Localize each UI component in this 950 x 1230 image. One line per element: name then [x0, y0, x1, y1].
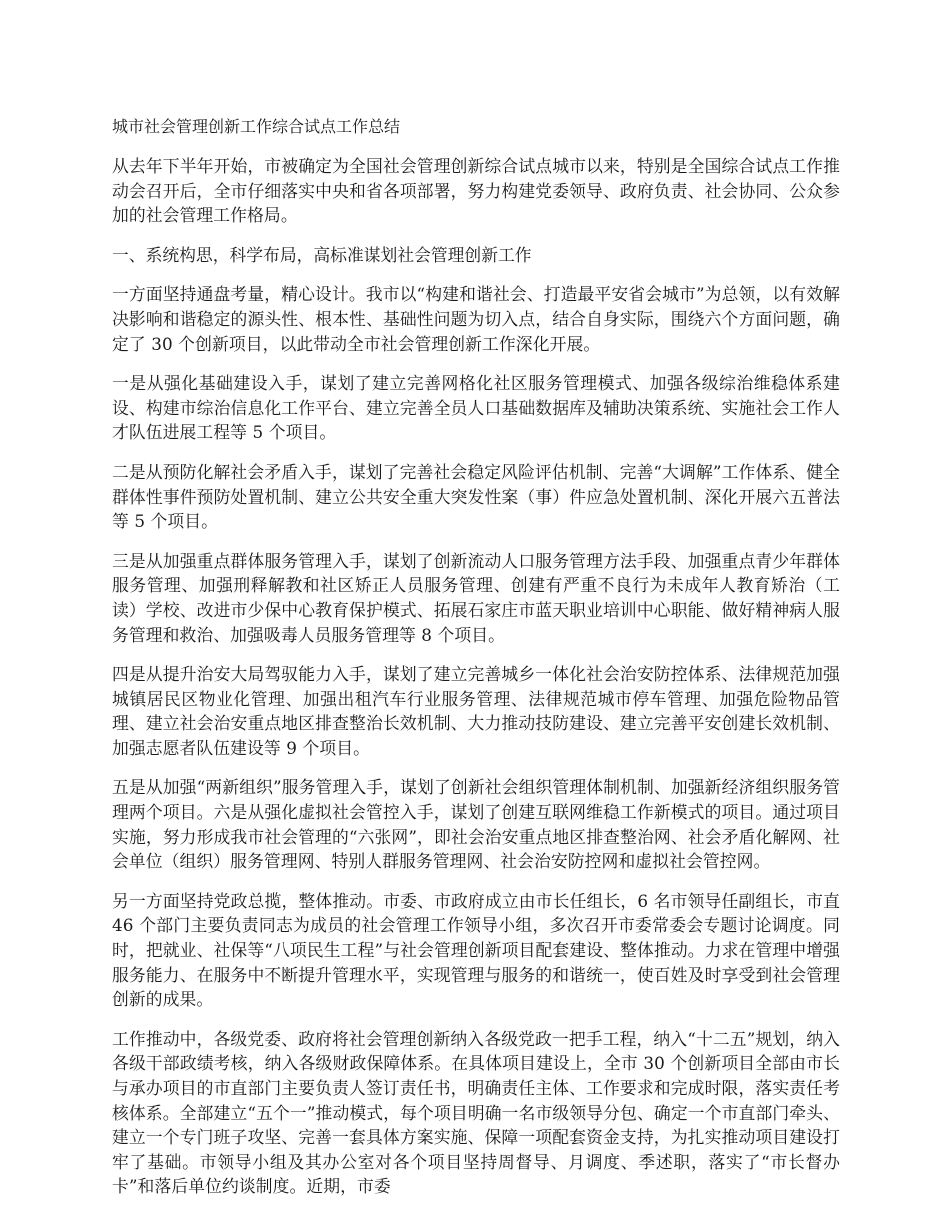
paragraph-intro: 从去年下半年开始，市被确定为全国社会管理创新综合试点城市以来，特别是全国综合试点工作推动会召开后，全市仔细落实中央和省各项部署，努力构建党委领导、政府负责、社会协同、公众参加的社会管理工作格局。 — [112, 156, 840, 226]
paragraph-item-5-6: 五是从加强“两新组织”服务管理入手，谋划了创新社会组织管理体制机制、加强新经济组织服务管理两个项目。六是从强化虚拟社会管控入手，谋划了创建互联网维稳工作新模式的项目。通过项目实施，努力形成我市社会管理的“六张网”，即社会治安重点地区排查整治网、社会矛盾化解网、社会单位（组织）服务管理网、特别人群服务管理网、社会治安防控网和虚拟社会管控网。 — [112, 777, 840, 872]
document-page — [112, 116, 840, 1214]
paragraph-leadership: 另一方面坚持党政总揽，整体推动。市委、市政府成立由市长任组长，6 名市领导任副组长，市直 46 个部门主要负责同志为成员的社会管理工作领导小组，多次召开市委常委会专题讨论调度。同时，把就业、社保等“八项民生工程”与社会管理创新项目配套建设、整体推动。力求在管理中增强服务能力、在服务中不断提升管理水平，实现管理与服务的和谐统一，使百姓及时享受到社会管理创新的成果。 — [112, 890, 840, 1010]
paragraph-design: 一方面坚持通盘考量，精心设计。我市以“构建和谐社会、打造最平安省会城市”为总领，以有效解决影响和谐稳定的源头性、根本性、基础性问题为切入点，结合自身实际，围绕六个方面问题，确定了 30 个创新项目，以此带动全市社会管理创新工作深化开展。 — [112, 284, 840, 354]
document-title: 城市社会管理创新工作综合试点工作总结 — [112, 117, 401, 136]
paragraph-promotion: 工作推动中，各级党委、政府将社会管理创新纳入各级党政一把手工程，纳入“十二五”规划，纳入各级干部政绩考核，纳入各级财政保障体系。在具体项目建设上，全市 30 个创新项目全部由市长与承办项目的市直部门主要负责人签订责任书，明确责任主体、工作要求和完成时限，落实责任考核体系。全部建立“五个一”推动模式，每个项目明确一名市级领导分包、确定一个市直部门牵头、建立一个专门班子攻坚、完善一套具体方案实施、保障一项配套资金支持，为扎实推动项目建设打牢了基础。市领导小组及其办公室对各个项目坚持周督导、月调度、季述职，落实了“市长督办卡”和落后单位约谈制度。近期，市委 — [112, 1028, 840, 1197]
paragraph-item-1: 一是从强化基础建设入手，谋划了建立完善网格化社区服务管理模式、加强各级综治维稳体系建设、构建市综治信息化工作平台、建立完善全员人口基础数据库及辅助决策系统、实施社会工作人才队伍进展工程等 5 个项目。 — [112, 373, 840, 443]
section-heading-1: 一、系统构思，科学布局，高标准谋划社会管理创新工作 — [112, 244, 532, 265]
paragraph-item-2: 二是从预防化解社会矛盾入手，谋划了完善社会稳定风险评估机制、完善“大调解”工作体系、健全群体性事件预防处置机制、建立公共安全重大突发性案（事）件应急处置机制、深化开展六五普法等 5 个项目。 — [112, 461, 840, 532]
paragraph-item-3: 三是从加强重点群体服务管理入手，谋划了创新流动人口服务管理方法手段、加强重点青少年群体服务管理、加强刑释解教和社区矫正人员服务管理、创建有严重不良行为未成年人教育矫治（工读）学校、改进市少保中心教育保护模式、拓展石家庄市蓝天职业培训中心职能、做好精神病人服务管理和救治、加强吸毒人员服务管理等 8 个项目。 — [112, 550, 840, 645]
paragraph-item-4: 四是从提升治安大局驾驭能力入手，谋划了建立完善城乡一体化社会治安防控体系、法律规范加强城镇居民区物业化管理、加强出租汽车行业服务管理、法律规范城市停车管理、加强危险物品管理、建立社会治安重点地区排查整治长效机制、大力推动技防建设、建立完善平安创建长效机制、加强志愿者队伍建设等 9 个项目。 — [112, 664, 840, 758]
